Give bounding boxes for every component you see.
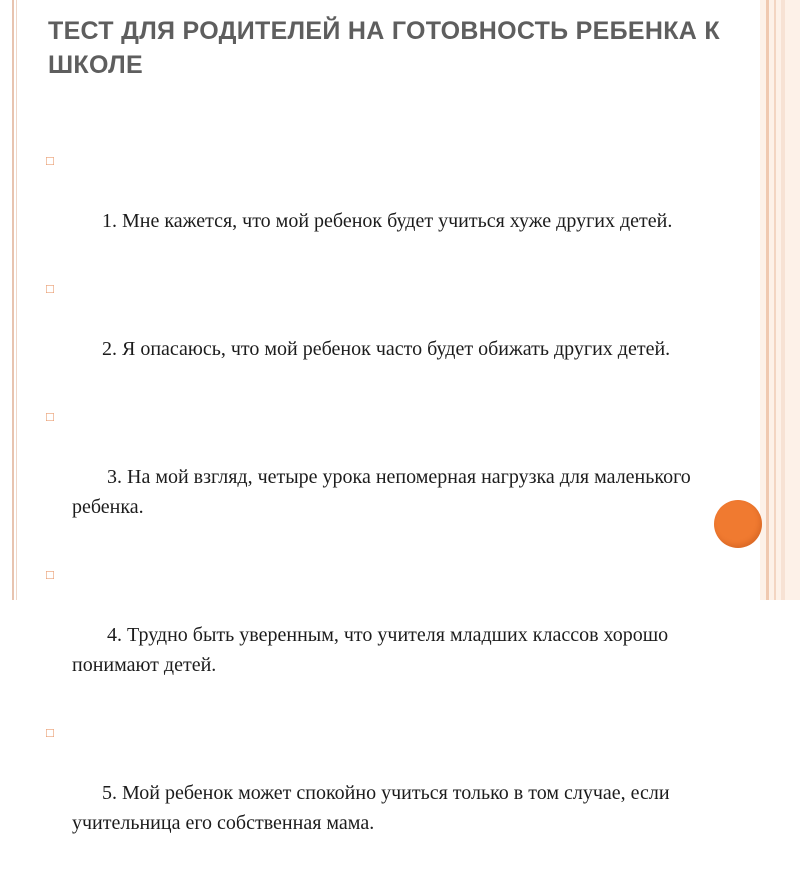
bullet-square-icon: □ <box>46 281 54 296</box>
left-border-line-inner <box>16 0 17 600</box>
right-border-line <box>774 0 776 600</box>
list-item-text: 5. Мой ребенок может спокойно учиться только в том случае, если учительница его собственная мама. <box>72 782 675 834</box>
left-border-line <box>12 0 14 600</box>
list-item <box>46 402 706 552</box>
bullet-list <box>46 146 706 876</box>
right-border-line <box>766 0 769 600</box>
bullet-square-icon: □ <box>46 409 54 424</box>
list-item-text: 4. Трудно быть уверенным, что учителя младших классов хорошо понимают детей. <box>72 624 674 676</box>
list-item <box>46 718 706 868</box>
list-item <box>46 560 706 710</box>
right-border-line <box>781 0 785 600</box>
list-item-text: 2. Я опасаюсь, что мой ребенок часто будет обижать других детей. <box>102 338 671 360</box>
list-item-text: 3. На мой взгляд, четыре урока непомерная нагрузка для маленького ребенка. <box>72 466 696 518</box>
list-item-text: 1. Мне кажется, что мой ребенок будет учиться хуже других детей. <box>102 210 673 232</box>
slide-title: ТЕСТ ДЛЯ РОДИТЕЛЕЙ НА ГОТОВНОСТЬ РЕБЕНКА К ШКОЛЕ <box>48 17 720 79</box>
bullet-square-icon: □ <box>46 725 54 740</box>
list-item <box>46 146 706 266</box>
bullet-square-icon: □ <box>46 567 54 582</box>
decorative-orange-circle <box>714 500 762 548</box>
list-item <box>46 274 706 394</box>
bullet-square-icon: □ <box>46 153 54 168</box>
